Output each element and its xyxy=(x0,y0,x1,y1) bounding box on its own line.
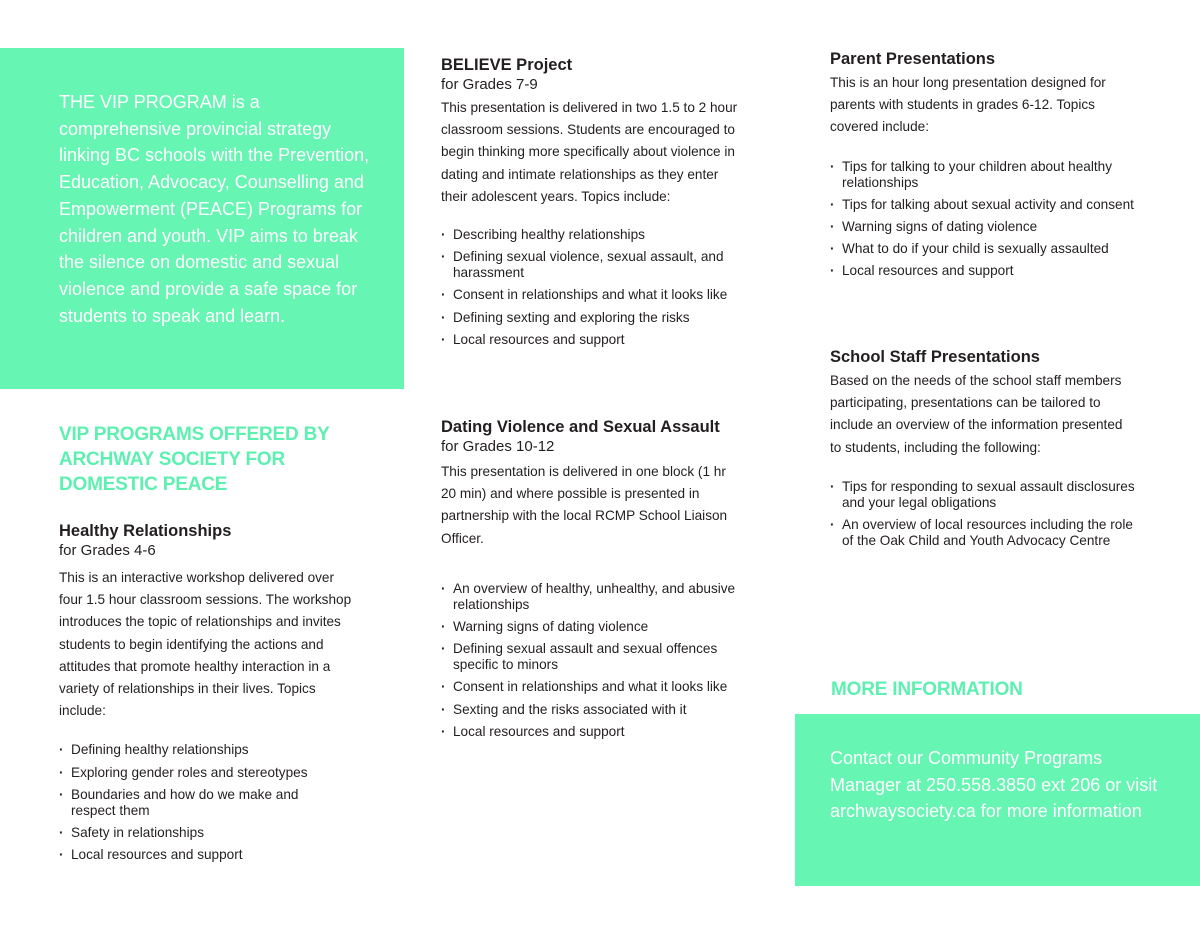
list-item: · Boundaries and how do we make and respect them xyxy=(59,787,329,819)
contact-text: Contact our Community Programs Manager at 250.558.3850 ext 206 or visit archwaysociety.ca for more information xyxy=(830,748,1158,821)
list-item: · Defining sexual assault and sexual offences specific to minors xyxy=(441,641,756,673)
dating-violence-section xyxy=(441,417,751,746)
list-item: · Tips for talking about sexual activity and consent xyxy=(830,197,1140,213)
list-item: · Defining sexual violence, sexual assault, and harassment xyxy=(441,249,756,281)
list-item: · Warning signs of dating violence xyxy=(441,619,756,635)
list-item: · Local resources and support xyxy=(59,847,329,863)
section-grades: for Grades 4-6 xyxy=(59,542,156,559)
section-description: This presentation is delivered in two 1.5 to 2 hour classroom sessions. Students are encouraged to begin thinking more specifically about violence in dating and intimate relationships as they enter their adolescent years. Topics include: xyxy=(441,100,738,204)
believe-section xyxy=(441,55,751,354)
list-item: · An overview of local resources including the role of the Oak Child and Youth Advocacy Centre xyxy=(830,517,1140,549)
section-title: Dating Violence and Sexual Assault xyxy=(441,418,720,436)
section-description: This is an hour long presentation designed for parents with students in grades 6-12. Topics covered include: xyxy=(830,75,1106,135)
section-title: School Staff Presentations xyxy=(830,348,1040,366)
list-item: · Safety in relationships xyxy=(59,825,329,841)
section-title: BELIEVE Project xyxy=(441,56,573,74)
school-staff-section xyxy=(830,347,1140,555)
list-item: · An overview of healthy, unhealthy, and abusive relationships xyxy=(441,581,756,613)
list-item: · Warning signs of dating violence xyxy=(830,219,1140,235)
parent-presentations-section xyxy=(830,49,1140,286)
list-item: · Local resources and support xyxy=(441,724,756,740)
section-grades: for Grades 10-12 xyxy=(441,438,555,455)
list-item: · Local resources and support xyxy=(830,263,1140,279)
list-item: · What to do if your child is sexually assaulted xyxy=(830,241,1140,257)
healthy-relationships-section xyxy=(59,521,359,869)
list-item: · Sexting and the risks associated with it xyxy=(441,702,756,718)
list-item: · Local resources and support xyxy=(441,332,756,348)
topic-list xyxy=(830,479,1140,549)
section-title: Parent Presentations xyxy=(830,50,996,68)
section-description: Based on the needs of the school staff members participating, presentations can be tailored to include an overview of the information presented to students, including the following: xyxy=(830,373,1123,455)
list-item: · Defining healthy relationships xyxy=(59,742,329,758)
list-item: · Exploring gender roles and stereotypes xyxy=(59,765,329,781)
list-item: · Tips for responding to sexual assault disclosures and your legal obligations xyxy=(830,479,1140,511)
topic-list xyxy=(59,742,329,863)
list-item: · Consent in relationships and what it looks like xyxy=(441,679,756,695)
list-item: · Defining sexting and exploring the risks xyxy=(441,310,756,326)
list-item: · Consent in relationships and what it looks like xyxy=(441,287,756,303)
topic-list xyxy=(441,581,756,740)
section-grades: for Grades 7-9 xyxy=(441,76,538,93)
more-information-heading: MORE INFORMATION xyxy=(831,679,1023,700)
list-item: · Describing healthy relationships xyxy=(441,227,756,243)
section-description: This presentation is delivered in one block (1 hr 20 min) and where possible is presented in partnership with the local RCMP School Liaison Officer. xyxy=(441,464,728,546)
section-title: Healthy Relationships xyxy=(59,522,232,540)
intro-text: THE VIP PROGRAM is a comprehensive provincial strategy linking BC schools with the Prevention, Education, Advocacy, Counselling and Empowerment (PEACE) Programs for children and youth. VIP aims to break the silence on domestic and sexual violence and provide a safe space for students to speak and learn. xyxy=(59,92,370,326)
programs-offered-heading: VIP PROGRAMS OFFERED BY ARCHWAY SOCIETY FOR DOMESTIC PEACE xyxy=(59,424,330,495)
topic-list xyxy=(441,227,756,348)
topic-list xyxy=(830,159,1140,280)
list-item: · Tips for talking to your children about healthy relationships xyxy=(830,159,1140,191)
section-description: This is an interactive workshop delivered over four 1.5 hour classroom sessions. The workshop introduces the topic of relationships and invites students to begin identifying the actions and attitudes that promote healthy interaction in a variety of relationships in their lives. Topics include: xyxy=(59,570,352,719)
